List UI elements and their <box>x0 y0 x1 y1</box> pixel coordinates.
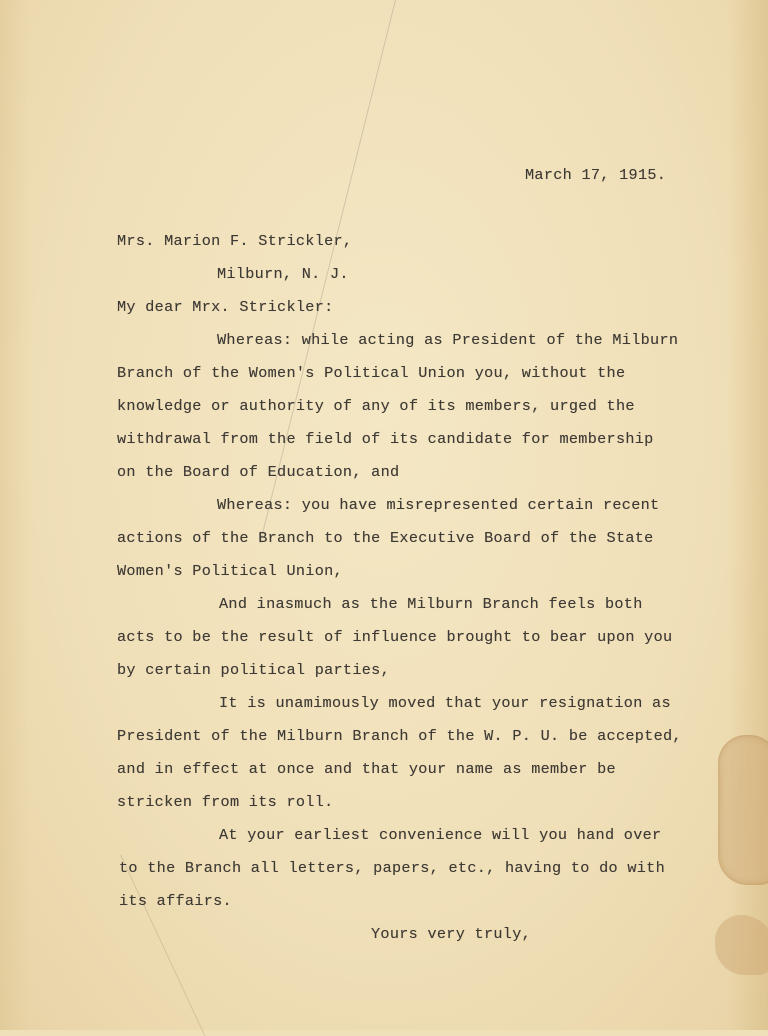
body-line: by certain political parties, <box>117 661 391 679</box>
body-line: knowledge or authority of any of its members, urged the <box>117 397 635 415</box>
body-line: withdrawal from the field of its candidate for membership <box>117 430 654 448</box>
body-line: At your earliest convenience will you hand over <box>219 826 662 844</box>
body-line: Whereas: while acting as President of the Milburn <box>217 331 679 349</box>
body-line: to the Branch all letters, papers, etc., having to do with <box>119 859 666 877</box>
body-line: and in effect at once and that your name as member be <box>117 760 616 778</box>
letter-date: March 17, 1915. <box>525 166 667 184</box>
body-line: It is unamimously moved that your resignation as <box>219 694 671 712</box>
body-line: Branch of the Women's Political Union you, without the <box>117 364 626 382</box>
body-line: acts to be the result of influence brought to bear upon you <box>117 628 673 646</box>
body-line: President of the Milburn Branch of the W. P. U. be accepted, <box>117 727 682 745</box>
paper-edge-shadow-left <box>0 0 30 1030</box>
water-stain <box>718 735 768 885</box>
body-line: its affairs. <box>119 892 232 910</box>
body-line: Women's Political Union, <box>117 562 343 580</box>
closing: Yours very truly, <box>371 925 532 943</box>
body-line: And inasmuch as the Milburn Branch feels both <box>219 595 643 613</box>
recipient-name: Mrs. Marion F. Strickler, <box>117 232 353 250</box>
recipient-address: Milburn, N. J. <box>217 265 349 283</box>
body-line: Whereas: you have misrepresented certain recent <box>217 496 660 514</box>
body-line: on the Board of Education, and <box>117 463 400 481</box>
body-line: stricken from its roll. <box>117 793 334 811</box>
body-line: actions of the Branch to the Executive Board of the State <box>117 529 654 547</box>
water-stain-lower <box>715 915 768 975</box>
salutation: My dear Mrx. Strickler: <box>117 298 334 316</box>
